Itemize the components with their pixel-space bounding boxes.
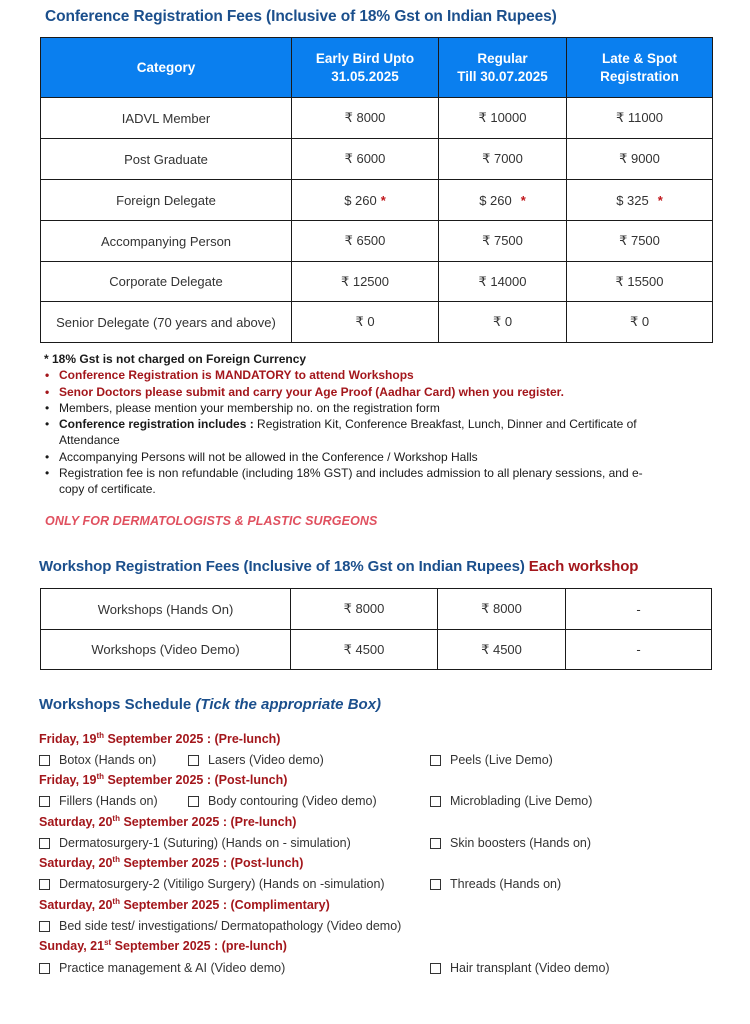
note-mandatory: • Conference Registration is MANDATORY to attend Workshops: [44, 367, 664, 383]
workshop-fees-title: Workshop Registration Fees (Inclusive of 18% Gst on Indian Rupees) Each workshop: [39, 558, 639, 575]
day-heading-friday-pre-lunch: Friday, 19th September 2025 : (Pre-lunch): [39, 730, 281, 746]
each-workshop-label: Each workshop: [528, 558, 639, 575]
asterisk-mark: *: [657, 192, 663, 208]
regular-fee-cell: ₹ 8000: [438, 589, 566, 630]
asterisk-mark: *: [520, 192, 526, 208]
registration-notes: [44, 351, 664, 498]
checkbox[interactable]: [430, 838, 441, 849]
category-cell: IADVL Member: [41, 98, 292, 139]
workshop-fees-table: [40, 588, 712, 670]
schedule-instruction: (Tick the appropriate Box): [195, 696, 382, 713]
day-heading-saturday-post-lunch: Saturday, 20th September 2025 : (Post-lunch): [39, 854, 304, 870]
early-fee-cell: ₹ 6500: [292, 221, 439, 262]
checkbox[interactable]: [39, 838, 50, 849]
late-fee-cell: $ 325 *: [567, 180, 713, 221]
regular-fee-cell: ₹ 10000: [439, 98, 567, 139]
option-dermatosurgery-1[interactable]: Dermatosurgery-1 (Suturing) (Hands on - simulation): [39, 836, 351, 850]
checkbox[interactable]: [188, 755, 199, 766]
workshops-schedule-title: Workshops Schedule (Tick the appropriate Box): [39, 696, 382, 713]
option-lasers[interactable]: Lasers (Video demo): [188, 753, 324, 767]
category-cell: Senior Delegate (70 years and above): [41, 302, 292, 343]
category-cell: Accompanying Person: [41, 221, 292, 262]
regular-fee-cell: ₹ 0: [439, 302, 567, 343]
table-row: [41, 589, 712, 630]
regular-fee-cell: $ 260 *: [439, 180, 567, 221]
checkbox[interactable]: [39, 755, 50, 766]
column-header-late-spot: Late & Spot Registration: [567, 38, 713, 98]
checkbox[interactable]: [39, 921, 50, 932]
late-fee-cell: -: [566, 630, 712, 670]
checkbox[interactable]: [188, 796, 199, 807]
checkbox[interactable]: [430, 755, 441, 766]
table-row: [41, 221, 713, 262]
table-header-row: [41, 38, 713, 98]
eligibility-notice: ONLY FOR DERMATOLOGISTS & PLASTIC SURGEONS: [45, 514, 378, 528]
table-row: [41, 98, 713, 139]
note-membership-number: • Members, please mention your membership no. on the registration form: [44, 400, 664, 416]
regular-fee-cell: ₹ 7500: [439, 221, 567, 262]
note-refund: • Registration fee is non refundable (including 18% GST) and includes admission to all plenary sessions, and e-copy of certificate.: [44, 465, 664, 498]
early-fee-cell: $ 260 *: [292, 180, 439, 221]
notes-list: [44, 367, 664, 497]
category-cell: Corporate Delegate: [41, 262, 292, 302]
option-fillers[interactable]: Fillers (Hands on): [39, 794, 158, 808]
late-fee-cell: -: [566, 589, 712, 630]
option-dermatosurgery-2[interactable]: Dermatosurgery-2 (Vitiligo Surgery) (Hands on -simulation): [39, 877, 385, 891]
option-peels[interactable]: Peels (Live Demo): [430, 753, 553, 767]
regular-fee-cell: ₹ 14000: [439, 262, 567, 302]
early-fee-cell: ₹ 12500: [292, 262, 439, 302]
checkbox[interactable]: [430, 963, 441, 974]
note-registration-includes: • Conference registration includes : Registration Kit, Conference Breakfast, Lunch, Dinner and Certificate of Attendance: [44, 416, 664, 449]
category-cell: Workshops (Hands On): [41, 589, 291, 630]
column-header-early-bird: Early Bird Upto 31.05.2025: [292, 38, 439, 98]
early-fee-cell: ₹ 6000: [292, 139, 439, 180]
checkbox[interactable]: [430, 879, 441, 890]
conference-fees-table: [40, 37, 713, 343]
early-fee-cell: ₹ 0: [292, 302, 439, 343]
late-fee-cell: ₹ 0: [567, 302, 713, 343]
note-senior-age-proof: • Senor Doctors please submit and carry your Age Proof (Aadhar Card) when you register.: [44, 384, 664, 400]
option-bed-side-test[interactable]: Bed side test/ investigations/ Dermatopathology (Video demo): [39, 919, 401, 933]
checkbox[interactable]: [39, 879, 50, 890]
day-heading-saturday-complimentary: Saturday, 20th September 2025 : (Complimentary): [39, 896, 330, 912]
option-botox[interactable]: Botox (Hands on): [39, 753, 156, 767]
table-row: [41, 262, 713, 302]
late-fee-cell: ₹ 9000: [567, 139, 713, 180]
early-fee-cell: ₹ 4500: [291, 630, 438, 670]
category-cell: Foreign Delegate: [41, 180, 292, 221]
category-cell: Workshops (Video Demo): [41, 630, 291, 670]
column-header-category: Category: [41, 38, 292, 98]
table-row: [41, 139, 713, 180]
regular-fee-cell: ₹ 4500: [438, 630, 566, 670]
option-threads[interactable]: Threads (Hands on): [430, 877, 561, 891]
option-microblading[interactable]: Microblading (Live Demo): [430, 794, 592, 808]
day-heading-sunday-pre-lunch: Sunday, 21st September 2025 : (pre-lunch): [39, 937, 287, 953]
late-fee-cell: ₹ 7500: [567, 221, 713, 262]
asterisk-mark: *: [380, 192, 386, 208]
day-heading-saturday-pre-lunch: Saturday, 20th September 2025 : (Pre-lunch): [39, 813, 297, 829]
conference-fees-title: Conference Registration Fees (Inclusive of 18% Gst on Indian Rupees): [45, 8, 557, 25]
regular-fee-cell: ₹ 7000: [439, 139, 567, 180]
day-heading-friday-post-lunch: Friday, 19th September 2025 : (Post-lunch): [39, 771, 288, 787]
note-accompanying: • Accompanying Persons will not be allowed in the Conference / Workshop Halls: [44, 449, 664, 465]
early-fee-cell: ₹ 8000: [292, 98, 439, 139]
checkbox[interactable]: [430, 796, 441, 807]
option-skin-boosters[interactable]: Skin boosters (Hands on): [430, 836, 591, 850]
early-fee-cell: ₹ 8000: [291, 589, 438, 630]
column-header-regular: Regular Till 30.07.2025: [439, 38, 567, 98]
category-cell: Post Graduate: [41, 139, 292, 180]
table-row: [41, 630, 712, 670]
option-body-contouring[interactable]: Body contouring (Video demo): [188, 794, 377, 808]
option-practice-management[interactable]: Practice management & AI (Video demo): [39, 961, 285, 975]
late-fee-cell: ₹ 11000: [567, 98, 713, 139]
checkbox[interactable]: [39, 963, 50, 974]
gst-footnote: * 18% Gst is not charged on Foreign Currency: [44, 352, 307, 366]
checkbox[interactable]: [39, 796, 50, 807]
option-hair-transplant[interactable]: Hair transplant (Video demo): [430, 961, 610, 975]
table-row: [41, 302, 713, 343]
table-row: [41, 180, 713, 221]
late-fee-cell: ₹ 15500: [567, 262, 713, 302]
